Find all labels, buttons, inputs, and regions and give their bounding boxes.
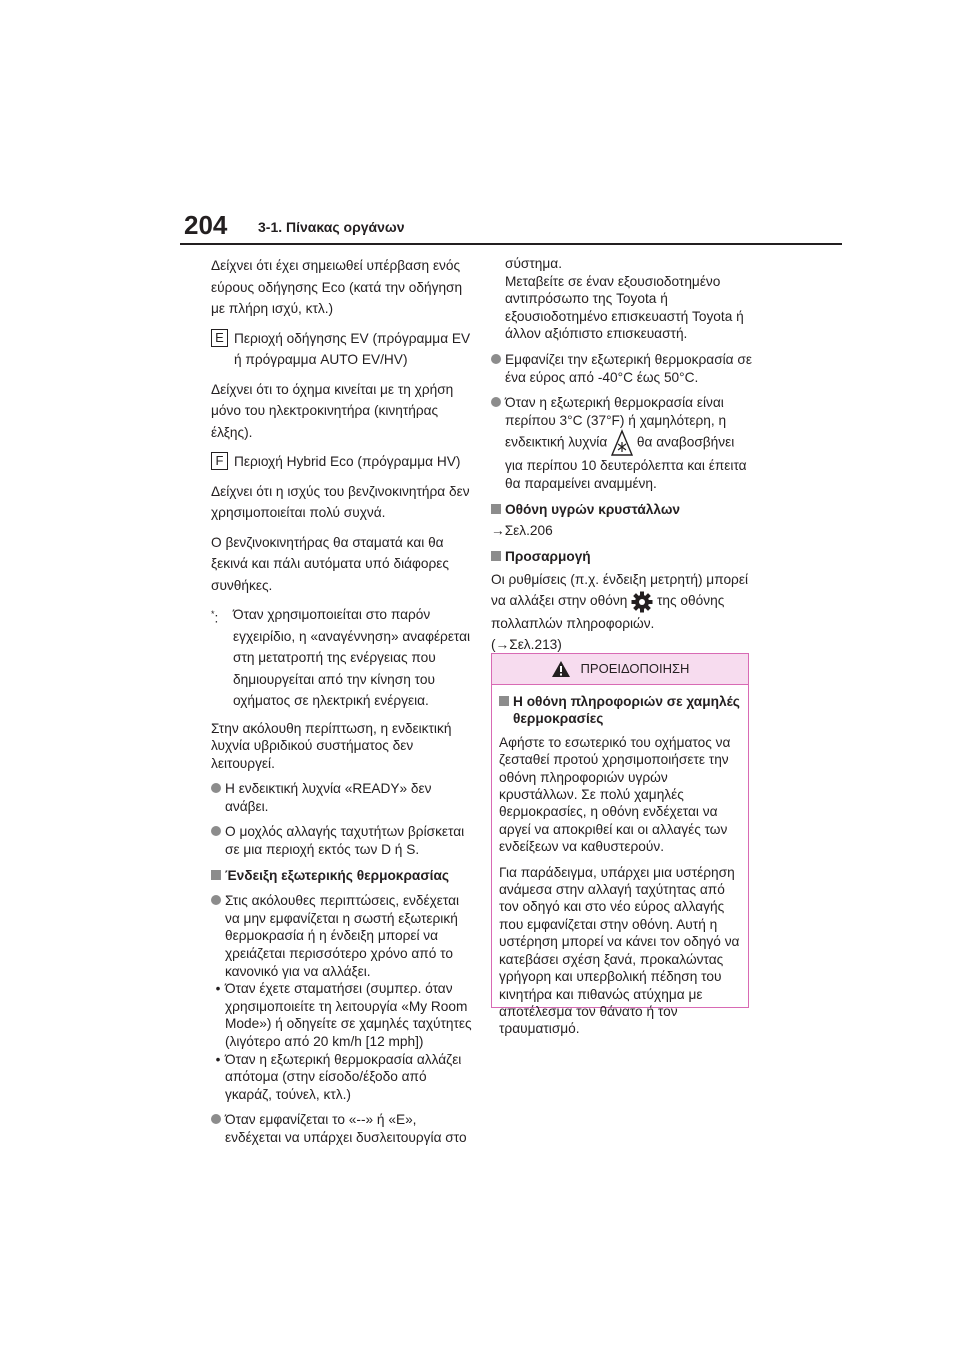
paragraph: Δείχνει ότι η ισχύς του βενζινοκινητήρα δεν χρησιμοποιείται πολύ συχνά.: [211, 483, 470, 520]
square-bullet-icon: [211, 870, 221, 880]
warning-title: ΠΡΟΕΙΔΟΠΟΙΗΣΗ: [580, 661, 690, 677]
section-f-title: Περιοχή Hybrid Eco (πρόγραμμα HV): [234, 454, 461, 469]
list-item: Η ενδεικτική λυχνία «READY» δεν ανάβει.: [211, 780, 473, 815]
section-heading: Ένδειξη εξωτερικής θερμοκρασίας: [211, 867, 473, 885]
paragraph: Στην ακόλουθη περίπτωση, η ενδεικτική λυχνία υβριδικού συστήματος δεν λειτουργεί.: [211, 720, 452, 771]
right-column: [491, 255, 755, 655]
bullet-icon: [211, 826, 221, 836]
bullet-icon: [211, 1114, 221, 1124]
ice-warning-icon: [611, 429, 633, 457]
callout-letter-f: F: [211, 452, 228, 470]
warning-paragraph: Αφήστε το εσωτερικό του οχήματος να ζεσταθεί προτού χρησιμοποιήσετε την οθόνη πληροφοριών υγρών κρυστάλλων. Σε πολύ χαμηλές θερμοκρασίες, η οθόνη ενδέχεται να αργεί να αποκριθεί και οι αλλαγές των ενδείξεων να καθυστερούν.: [499, 734, 731, 855]
warning-heading: Η οθόνη πληροφοριών σε χαμηλές θερμοκρασίες: [499, 693, 742, 728]
continued-text: σύστημα. Μεταβείτε σε έναν εξουσιοδοτημένο αντιπρόσωπο της Toyota ή εξουσιοδοτημένο επισκευαστή Toyota ή άλλον αξιόπιστο επισκευαστή.: [505, 256, 744, 342]
square-bullet-icon: [491, 504, 501, 514]
bullet-icon: [211, 783, 221, 793]
warning-body: [492, 685, 748, 1038]
section-heading: Οθόνη υγρών κρυστάλλων: [491, 501, 755, 519]
footnote: [211, 604, 473, 712]
left-column: [211, 255, 473, 1155]
bullet-icon: [491, 397, 501, 407]
page-reference[interactable]: (→Σελ.213): [491, 636, 562, 652]
square-bullet-icon: [499, 696, 509, 706]
list-item: Όταν εμφανίζεται το «--» ή «E», ενδέχεται να υπάρχει δυσλειτουργία στο: [211, 1111, 473, 1146]
warning-triangle-icon: [551, 660, 571, 678]
page-number: 204: [184, 210, 228, 240]
bullet-icon: [491, 354, 501, 364]
section-e: [211, 328, 473, 371]
list-item: Όταν η εξωτερική θερμοκρασία είναι περίπου 3°C (37°F) ή χαμηλότερη, η ενδεικτική λυχνία θα αναβοσβήνει για περίπου 10 δευτερόλεπτα και έπειτα θα παραμείνει αναμμένη.: [491, 394, 755, 492]
header-rule: [180, 243, 842, 245]
section-e-title: Περιοχή οδήγησης EV (πρόγραμμα EV ή πρόγραμμα AUTO EV/HV): [234, 330, 471, 367]
sub-list-item: • Όταν έχετε σταματήσει (συμπερ. όταν χρησιμοποιείτε τη λειτουργία «My Room Mode») ή οδηγείτε σε χαμηλές ταχύτητες (λιγότερο από 20 km/h [12 mph]): [215, 981, 472, 1049]
list-item: Εμφανίζει την εξωτερική θερμοκρασία σε ένα εύρος από -40°C έως 50°C.: [491, 351, 755, 386]
section-heading: Προσαρμογή: [491, 548, 755, 566]
warning-box: [491, 653, 749, 1037]
paragraph: Δείχνει ότι έχει σημειωθεί υπέρβαση ενός εύρους οδήγησης Eco (κατά την οδήγηση με πλήρη ισχύ, κτλ.): [211, 258, 463, 316]
footnote-text: Όταν χρησιμοποιείται στο παρόν εγχειρίδιο, η «αναγέννηση» αναφέρεται στη μετατροπή της ενέργειας που δημιουργείται από την κίνηση του οχήματος σε ηλεκτρική ενέργεια.: [233, 607, 471, 708]
paragraph: Δείχνει ότι το όχημα κινείται με τη χρήση μόνο του ηλεκτροκινητήρα (κινητήρας έλξης).: [211, 381, 454, 440]
page-reference[interactable]: →Σελ.206: [491, 523, 553, 539]
paragraph: Ο βενζινοκινητήρας θα σταματά και θα ξεκινά και πάλι αυτόματα υπό διάφορες συνθήκες.: [211, 534, 449, 593]
bullet-icon: [211, 895, 221, 905]
footnote-mark: *:: [211, 609, 219, 626]
square-bullet-icon: [491, 551, 501, 561]
warning-paragraph: Για παράδειγμα, υπάρχει μια υστέρηση ανάμεσα στην αλλαγή ταχύτητας από τον οδηγό και στο νέο εύρος αλλαγής που εμφανίζεται στην οθόνη. Αυτή η υστέρηση μπορεί να κάνει τον οδηγό να κατεβάσει σχέση ξανά, προκαλώντας γρήγορη και υπερβολική πέδηση του κινητήρα και πιθανώς ατύχημα με αποτέλεσμα τον θάνατο ή τον τραυματισμό.: [499, 864, 740, 1037]
list-item: Στις ακόλουθες περιπτώσεις, ενδέχεται να μην εμφανίζεται η σωστή εξωτερική θερμοκρασία ή η ένδειξη μπορεί να χρειάζεται περισσότερο χρόνο από το κανονικό για να αλλάξει.: [211, 892, 473, 980]
list-item: Ο μοχλός αλλαγής ταχυτήτων βρίσκεται σε μια περιοχή εκτός των D ή S.: [211, 823, 473, 858]
section-f: [211, 451, 473, 473]
settings-gear-icon: [631, 591, 653, 613]
chapter-title: 3-1. Πίνακας οργάνων: [258, 219, 405, 235]
paragraph: Οι ρυθμίσεις (π.χ. ένδειξη μετρητή) μπορεί να αλλάξει στην οθόνη της οθόνης πολλαπλών πληροφοριών. (→Σελ.213): [491, 569, 755, 654]
sub-list-item: • Όταν η εξωτερική θερμοκρασία αλλάζει απότομα (στην είσοδο/έξοδο από γκαράζ, τούνελ, κτλ.): [215, 1051, 462, 1102]
callout-letter-e: E: [211, 329, 228, 347]
warning-header: [492, 654, 748, 685]
